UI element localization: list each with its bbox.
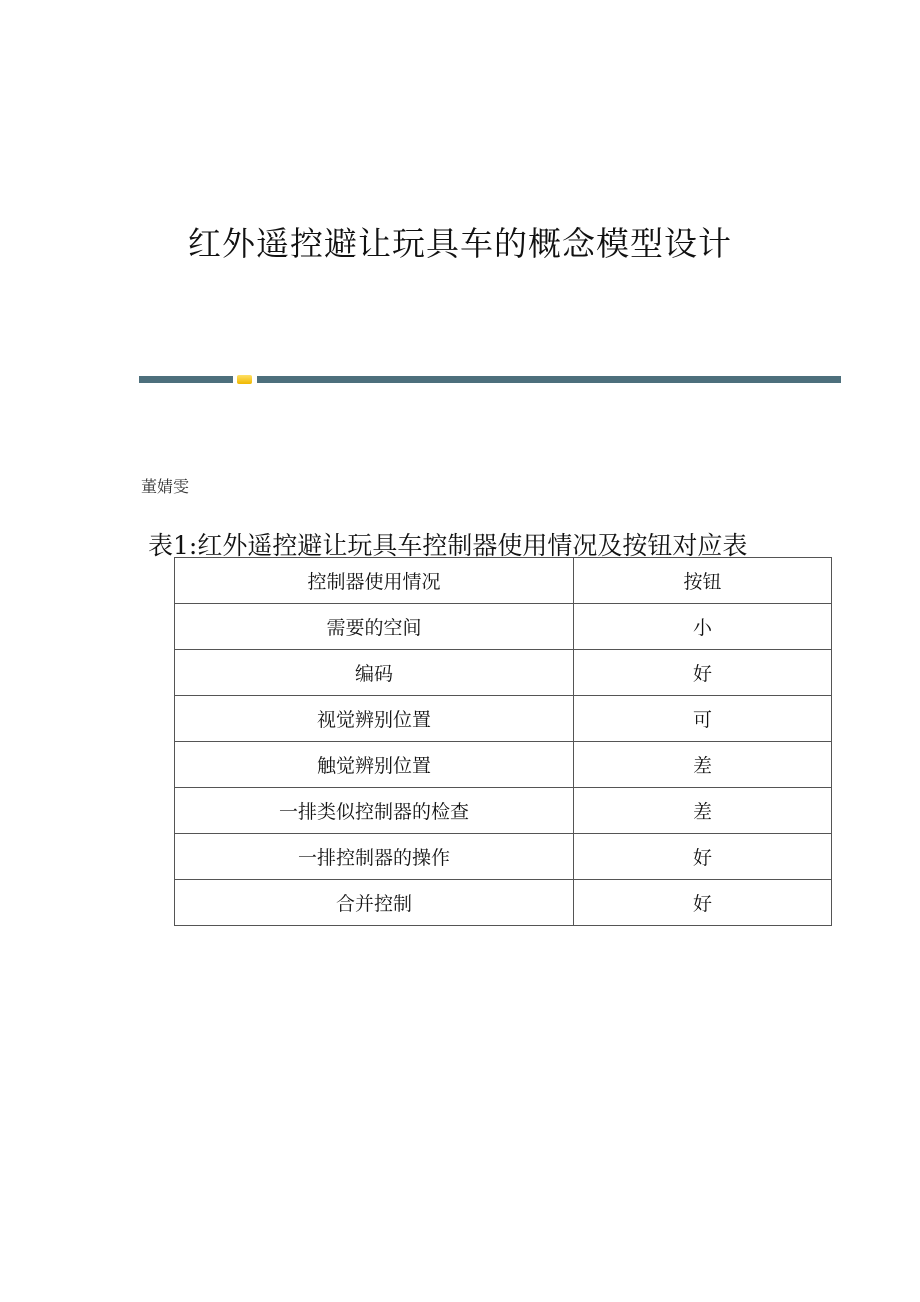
author: 董婧雯 [141, 477, 190, 496]
table-cell: 好 [574, 650, 832, 696]
data-table [174, 557, 832, 926]
table-row [175, 742, 832, 788]
table-cell: 需要的空间 [175, 604, 574, 650]
header-cell: 按钮 [574, 558, 832, 604]
table-row [175, 604, 832, 650]
table-caption: 表1:红外遥控避让玩具车控制器使用情况及按钮对应表 [148, 531, 748, 560]
table-row [175, 834, 832, 880]
divider-bar-left [139, 376, 233, 383]
table-cell: 差 [574, 742, 832, 788]
divider [139, 375, 841, 384]
table-row [175, 650, 832, 696]
table-cell: 触觉辨别位置 [175, 742, 574, 788]
table-row [175, 788, 832, 834]
table-cell: 一排类似控制器的检查 [175, 788, 574, 834]
table-cell: 编码 [175, 650, 574, 696]
table-cell: 小 [574, 604, 832, 650]
table-cell: 好 [574, 834, 832, 880]
table-row [175, 696, 832, 742]
table-cell: 差 [574, 788, 832, 834]
table-cell: 可 [574, 696, 832, 742]
table-header-row [175, 558, 832, 604]
table-cell: 一排控制器的操作 [175, 834, 574, 880]
header-cell: 控制器使用情况 [175, 558, 574, 604]
table-cell: 好 [574, 880, 832, 926]
table-row [175, 880, 832, 926]
table-cell: 视觉辨别位置 [175, 696, 574, 742]
table-cell: 合并控制 [175, 880, 574, 926]
divider-bar-right [257, 376, 841, 383]
document-title: 红外遥控避让玩具车的概念模型设计 [188, 224, 732, 263]
envelope-icon [237, 375, 252, 384]
